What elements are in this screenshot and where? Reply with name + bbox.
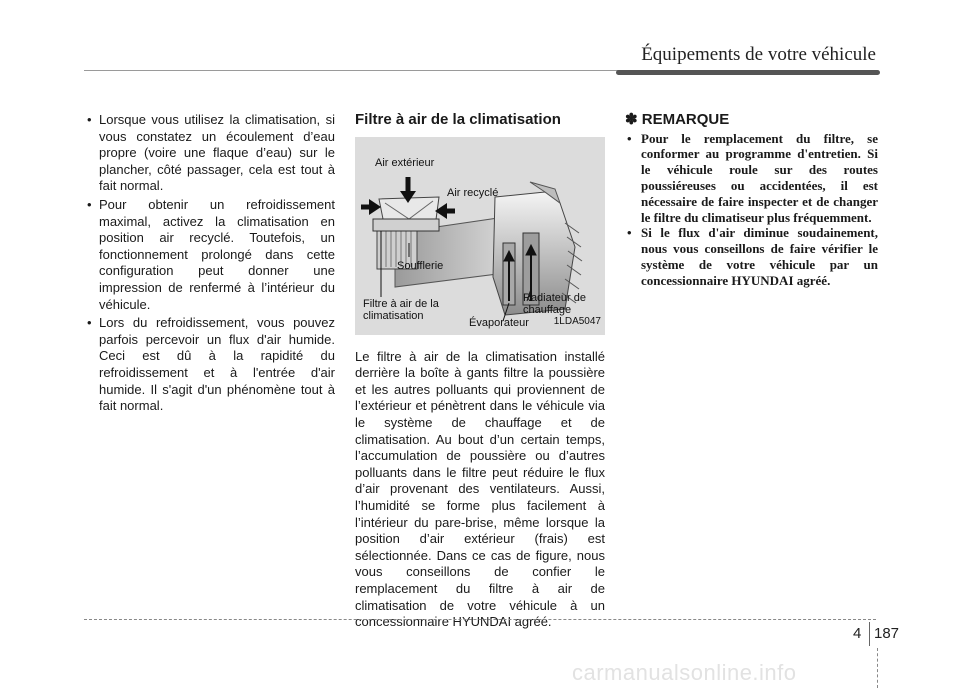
label-recirculated-air: Air recyclé — [447, 186, 499, 199]
header-rule-accent — [616, 70, 880, 75]
list-item: • Pour le remplacement du filtre, se conformer au programme d'entretien. Si le véhicule roule sur des routes poussiéreuses ou accidentées, il est nécessaire de faire inspecter et de changer le filtre du climatiseur plus fréquemment. — [625, 131, 878, 226]
label-heater-core: Radiateur de chauffage — [523, 291, 586, 316]
right-column — [625, 112, 878, 289]
label-filter: Filtre à air de la climatisation — [363, 297, 439, 322]
list-item: • Si le flux d'air diminue soudainement, nous vous conseillons de faire vérifier le système de votre véhicule par un concessionnaire HYUNDAI agréé. — [625, 225, 878, 288]
page-header-title: Équipements de votre véhicule — [641, 44, 876, 65]
ac-tips-list — [84, 112, 335, 415]
list-item: • Lors du refroidissement, vous pouvez parfois percevoir un flux d'air humide. Ceci est dû à la rapidité du refroidissement et à l'entrée d'air humide. Il s'agit d'un phénomène tout à fait normal. — [84, 315, 335, 415]
remark-title: ✽ REMARQUE — [625, 111, 730, 128]
chapter-number: 4 — [853, 625, 862, 642]
crop-mark — [877, 648, 878, 688]
left-column — [84, 112, 335, 417]
remark-list — [625, 131, 878, 289]
filter-description: Le filtre à air de la climatisation installé derrière la boîte à gants filtre la poussière et les autres polluants qui proviennent de l’extérieur et pénètrent dans le véhicule via le système de chauffage et de climatisation. Au bout d’un certain temps, l’accumulation de poussière ou d’autres polluants dans le filtre peut réduire le flux d’air provenant des ventilateurs. Aussi, l’humidité se forme plus facilement à l’intérieur du pare-brise, même lorsque la position d’air extérieur (frais) est sélectionnée. Dans ce cas de figure, nous vous conseillons de confier le remplacement du filtre à air de climatisation de votre véhicule à un concessionnaire HYUNDAI agréé. — [355, 348, 605, 630]
label-evaporator: Évaporateur — [469, 316, 529, 329]
label-blower: Soufflerie — [397, 259, 444, 272]
middle-column — [355, 112, 605, 631]
list-item: • Pour obtenir un refroidissement maximal, activez la climatisation en position air recyclé. Toutefois, un fonctionnement prolongé dans cette configuration peut donner une impression de renfermé à l’intérieur du véhicule. — [84, 197, 335, 313]
footer-rule — [84, 619, 876, 620]
watermark: carmanualsonline.info — [572, 660, 797, 685]
page-number: 187 — [874, 625, 900, 642]
page-number-separator — [869, 622, 870, 646]
ac-filter-diagram — [355, 137, 605, 335]
figure-code: 1LDA5047 — [553, 316, 601, 327]
section-title: Filtre à air de la climatisation — [355, 111, 561, 128]
list-item: • Lorsque vous utilisez la climatisation, si vous constatez un écoulement d’eau propre (voire une flaque d’eau) sur le plancher, côté passager, cela est tout à fait normal. — [84, 112, 335, 195]
label-outside-air: Air extérieur — [375, 156, 435, 169]
